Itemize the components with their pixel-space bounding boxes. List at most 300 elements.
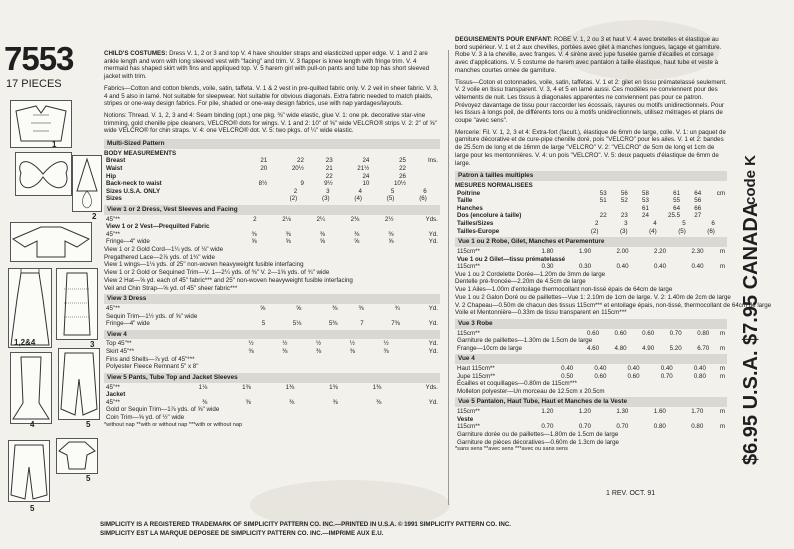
view-caption: 1 [52,140,57,149]
table-cell: 4 [653,220,657,228]
table-row [455,373,727,381]
table-cell [429,195,440,203]
view-header: View 1 or 2 Dress, Vest Sleeves and Facing [104,205,440,215]
table-row [455,220,727,228]
table-row [104,384,440,392]
body-measurements-header: BODY MEASUREMENTS [104,149,177,157]
table-cell: ⅜ [282,348,288,356]
table-cell: 21 [325,165,333,173]
table-cell: 22 [297,157,304,165]
row-label: Haut 115cm** [457,365,495,373]
table-cell: 0.60 [627,372,640,380]
table-row [455,388,727,396]
table-row [104,305,440,313]
table-cell: 6.70 [697,344,710,352]
row-label: Tailles-Europe [457,227,500,235]
table-cell: ⅜ [248,348,254,356]
table-cell: (3) [322,195,330,203]
table-cell: Yd. [428,305,438,312]
row-label: Sizes U.S.A. ONLY [106,187,161,195]
table-cell: 20 [260,165,268,173]
table-cell: Ins. [428,157,438,165]
table-cell: 1.80 [541,247,554,255]
table-row [104,238,440,246]
row-label: Gold or Sequin Trim—1⅞ yds. of ⅝" wide [106,406,220,414]
row-label: 45"** [106,398,120,406]
table-row [455,365,727,373]
table-cell: 25 [399,157,406,165]
table-cell: 0.40 [627,365,640,373]
table-row [455,228,727,236]
table-cell: 0.60 [642,329,655,337]
nap-note: *sans sens **avec sens ***avec ou sans sens [455,446,568,453]
row-label: Tailles/Sizes [457,220,494,228]
table-cell [717,228,727,236]
table-cell: ½ [315,340,322,348]
table-row [104,165,440,173]
table-cell: 0.30 [541,263,554,271]
table-cell: 0.40 [660,365,673,373]
table-row [104,231,440,239]
row-label: Waist [106,165,123,173]
yardage-table [455,248,727,271]
table-cell: 27 [694,212,702,220]
table-row [104,223,440,231]
pants-sketch [8,440,50,502]
table-cell: ⅝ [285,238,291,246]
table-row [104,363,440,371]
table-cell: ¾ [394,305,400,312]
gown-sketch [8,268,52,348]
table-cell: m [719,329,725,337]
yardage-table [455,365,727,395]
table-cell: 0.80 [653,423,666,431]
table-cell: 23 [620,212,628,220]
yardage-table [455,330,727,353]
multi-sized-header: Patron à tailles multiples [455,171,727,181]
table-cell: 0.40 [691,263,704,271]
table-cell: 8½ [258,180,268,188]
table-row [455,337,727,345]
table-cell: 5 [261,320,266,328]
table-cell: (5) [678,227,686,235]
row-label: Dos (encolure à taille) [457,212,522,220]
table-cell: Yd. [428,230,438,238]
table-cell: 1⅜ [285,383,295,391]
table-cell: 10½ [393,180,406,188]
table-cell: 1.90 [578,247,592,255]
table-row [455,431,727,439]
table-row [104,216,440,224]
table-cell [588,205,609,213]
body-measurements-header: MESURES NORMALISEES [455,181,533,189]
table-cell: 0.40 [693,365,706,373]
table-cell: ⅜ [354,230,360,238]
view-caption: 2 [92,212,97,221]
body-measurements-table [104,157,440,187]
table-cell: 1.20 [578,408,591,416]
table-cell: 0.60 [614,329,627,337]
piece-count: 17 PIECES [6,78,62,90]
table-cell: 9 [300,180,304,188]
table-cell [609,205,630,213]
mermaid-skirt-sketch [10,352,52,424]
table-cell: 0.60 [594,372,607,380]
view-header: Vue 3 Robe [455,319,727,329]
table-row [455,205,727,213]
table-cell: 20½ [291,165,304,173]
table-cell: 7 [360,320,364,328]
table-cell: ⅝ [251,238,257,246]
table-cell: 2 [293,187,298,195]
table-cell [703,197,727,205]
table-cell: 9½ [324,180,333,188]
table-cell: 0.40 [654,263,667,271]
table-cell: 61 [673,189,681,197]
table-cell: ½ [282,340,288,348]
nap-note: *without nap **with or without nap ***with or without nap [104,421,243,428]
table-cell: 25.5 [668,212,681,220]
table-cell: 56 [694,197,702,205]
row-label: Fringe—4" wide [106,320,150,328]
table-cell: (2) [590,227,599,235]
fabrics-text: Tissus—Coton et cotonnades, voile, satin, taffetas. V. 1 et 2: gilet en tissu prématelassé seulement. V. 2 voile en tissu transparent. V. 3, 4 et 5 en lamé aussi. Ces modèles ne conviennent pour des vêtements de nuit. Les tissus à diagonales apparentes ne conviennent pas pour ce patron. Prévoyez davantage de tissu pour raccorder les écossais, rayures ou motifs unidirectionnels. Pour les tissus à longs poil, de différents tons ou à motifs unidirectionnels, utilisez métrages et plans de coupe "avec sens". [455,78,727,125]
note-line: Dentelle pré-froncée—2.20m de 4.5cm de large [455,278,586,286]
pattern-number: 7553 [4,40,74,77]
table-cell: ⅜ [383,348,389,356]
table-cell: Yd. [428,398,438,406]
table-row [104,399,440,407]
flapper-dress-sketch [56,268,98,340]
trademark-footer [100,520,520,538]
table-row [455,408,727,416]
table-cell: ⅜ [245,398,251,406]
table-cell: 0.80 [691,423,704,431]
table-cell: 2¼ [316,215,326,223]
row-label: Frange—10cm de large [457,344,523,352]
table-cell: 22 [599,212,607,220]
note-line: Veil and Chin Strap—⅝ yd. of 45" sheer fabric*** [104,284,238,292]
table-cell: ⅜ [376,398,382,406]
table-cell: 21½ [357,165,370,173]
row-label: Fins and Shells—⅞ yd. of 45"*** [106,355,195,363]
table-cell: 58 [642,189,649,197]
table-cell: 1.30 [616,408,629,416]
table-cell: 2⅜ [350,215,360,223]
table-row [104,320,440,328]
table-cell: ½ [248,340,254,348]
view-header: Vue 5 Pantalon, Haut Tube, Haut et Manches de la Veste [455,397,727,407]
table-cell: 2 [253,215,257,223]
note-line: View 2 Hat—⅝ yd. each of 45" fabric*** and 25" non-woven heavyweight fusible interfacing [104,276,353,284]
table-cell: 5 [682,220,686,228]
row-label: Sequin Trim—1½ yds. of ⅝" wide [106,312,198,320]
row-label: 115cm** [457,263,480,271]
table-cell: 0.30 [578,263,592,271]
table-cell: ⅜ [319,230,326,238]
table-cell: Yd. [428,320,438,328]
fabrics-text: Fabrics—Cotton and cotton blends, voile, satin, taffeta. V. 1 & 2 vest in pre-quilted fabric only. V. 2 veil in sheer fabric. V. 3, 4 and 5 also in lamé. Not suitable for sleepwear. Not suitable for obvious diagonals. Extra fabric needed to match plaids, stripes or one-way design fabrics. For pile, shaded or one-way design fabrics, use with nap yardages/layouts. [104,84,439,108]
sizes-table [455,220,727,235]
table-cell: ⅜ [388,230,394,238]
table-cell: 52 [620,197,628,205]
table-cell: (4) [354,195,362,203]
table-cell: 1⅛ [198,383,208,391]
table-cell: 26 [399,172,406,180]
table-cell: Yd. [428,340,438,348]
table-cell: 61 [642,204,649,212]
table-row [455,190,727,198]
notions-text: Mercerie: Fil. V. 1, 2, 3 et 4: Extra-fort (facult.), élastique de 6mm de large, colle. V. 1: un paquet de garniture décorative et de cure-pipe chenille doré, pois "VELCRO" pour les ailes. V. 1 et 2: bandes de 25.5cm de long et de 16mm de large "VELCRO" V. 2: "VELCRO" de 5cm de long et 1cm de large pour les mentonnières. V. 4: un pois "VELCRO". V. 5: deux paquets d'élastique de 6mm de large. [455,128,726,167]
row-label: View 1 or 2 Vest—Prequilted Fabric [106,223,210,231]
table-row [455,423,727,431]
row-label: 115cm** [457,247,480,255]
table-row [455,439,727,447]
table-cell: Yd. [428,348,438,356]
table-cell: 0.80 [697,329,710,337]
table-row [455,380,727,388]
note-line: Voile et Mentonnière—0.33m de tissu transparent en 115cm*** [455,309,627,317]
table-row [104,406,440,414]
view-header: View 4 [104,330,440,340]
table-cell: (3) [619,227,628,235]
body-measurements-table [455,190,727,220]
table-cell: ½ [349,340,355,348]
table-cell: 7⅜ [391,320,400,328]
table-cell: 0.50 [561,372,574,380]
table-cell: 0.70 [660,372,673,380]
table-cell [240,173,269,181]
view-header: View 3 Dress [104,294,440,304]
table-cell: ⅜ [332,398,338,406]
table-cell: 0.40 [594,365,607,373]
table-cell: 0.40 [616,263,629,271]
table-cell: m [719,263,725,271]
table-cell: 0.60 [587,329,600,337]
table-cell: 5⅜ [328,320,338,328]
table-row [455,330,727,338]
note-line: Vue 1 ou 2 Cordelette Dorée—1.20m de 3mm de large [455,270,606,278]
table-cell: 53 [599,189,607,197]
row-label: Coin Trim—⅝ yd. of ½" wide [106,413,185,421]
view-caption: 1,2&4 [14,338,36,347]
table-cell: 0.70 [578,423,591,431]
table-cell: 24 [362,157,370,165]
multi-sized-header: Multi-Sized Pattern [104,139,440,149]
table-cell: (4) [649,227,657,235]
note-line: View 1 or 2 Gold Cord—1¼ yds. of ⅛" wide [104,246,224,254]
column-divider [448,50,449,505]
row-label: Garniture dorée ou de paillettes—1.80m de 1.5cm de large [457,430,619,438]
table-cell: 2.00 [616,247,629,255]
wings-sketch [15,152,72,196]
description-text: ROBE V. 1, 2 ou 3 et haut V. 4 avec bretelles et élastique au bord supérieur. V. 1 et 2 aux chevilles, portées avec gilet à manches longues, laçage et garniture. Robe V. 3 à la cheville, avec franges. V. 4 sirène avec jupe fuselée garnie d'écailles et corsage avec d'applications. V. 5 costume de harem avec pantalon à taille élastique, haut tube et veste à manches courtes ornée de garniture. [455,36,722,74]
table-cell: 5⅛ [292,320,302,328]
table-cell: 1⅜ [329,383,338,391]
row-label: 45"** [106,383,120,391]
table-row [104,414,440,422]
view-caption: 4 [30,420,35,429]
price-usa: $6.95 U.S.A. [740,350,762,465]
table-cell: m [719,344,725,352]
table-row [104,157,440,165]
table-cell: 3 [326,187,330,195]
price-code: code K [742,154,759,205]
table-cell: Yds. [425,383,438,391]
bolero-sketch [56,438,98,474]
row-label: 45"** [106,305,120,312]
table-cell: m [719,408,725,416]
table-cell: 2⅛ [282,215,291,223]
view1-notes [455,270,772,317]
table-cell: 0.70 [616,423,629,431]
table-cell: m [719,365,725,373]
table-cell: 2½ [384,215,394,223]
table-cell: 0.70 [669,329,682,337]
row-label: 45"** [106,230,120,238]
table-row [455,197,727,205]
table-cell: ⅜ [315,348,322,356]
trademark-line: SIMPLICITY EST LA MARQUE DEPOSEE DE SIMPLICITY PATTERN CO. INC.—IMPRIME AUX E.U. [100,530,384,537]
table-cell: 1.70 [691,408,704,416]
table-cell: 6 [423,187,427,195]
view-caption: 5 [86,420,91,429]
table-cell: ⅜ [332,305,338,312]
table-row [455,345,727,353]
table-cell: 1⅜ [242,383,251,391]
table-cell: 22 [325,172,333,180]
table-row [104,195,440,203]
table-cell: m [719,423,725,431]
table-cell: 10 [362,180,370,188]
row-label: Breast [106,157,126,165]
table-cell: ⅜ [202,398,208,406]
table-row [104,180,440,188]
section-title: CHILD'S COSTUMES: [104,50,168,57]
table-cell [429,188,440,196]
table-cell: Yds. [425,215,438,223]
row-label: Jupe 115cm** [457,372,496,380]
table-row [104,348,440,356]
notions-text: Notions: Thread. V. 1, 2, 3 and 4: Seam binding (opt.) one pkg. ⅜" wide elastic, glue V. 1: one pk. decorative star-vine trimming, gold chenille pipe cleaners, VELCRO® dots for wings. V. 1 and 2: 10" of ⅝" wide VELCRO® strips V. 2: 2" of ⅝" wide VELCRO® for chin straps. V. 4: one VELCRO® dot. V. 5: two pkgs. of ¼" wide elastic. [104,111,437,135]
table-cell [408,180,440,188]
table-cell: 56 [620,189,628,197]
table-cell [269,173,306,181]
row-label: Veste [457,415,474,423]
view-caption: 5 [86,474,91,483]
yardage-table [455,408,727,446]
row-label: Skirt 45"** [106,348,134,356]
price-canada: $7.95 CANADA [740,202,762,345]
revision-date: 1 REV. OCT. 91 [606,490,656,497]
table-cell: 24 [642,212,649,220]
row-label: Top 45"** [106,340,132,348]
table-row [104,391,440,399]
table-cell: Yd. [428,238,438,246]
table-cell: 4.90 [642,344,655,352]
table-cell: 1⅜ [372,383,382,391]
table-row [104,340,440,348]
hat-sketch [72,155,102,212]
row-label: Back-neck to waist [106,180,162,188]
table-cell: 5.20 [669,344,682,352]
table-cell: 22 [399,165,406,173]
description-text: Dress V. 1, 2 or 3 and top V. 4 have shoulder straps and elasticized upper edge. V. 1 and 2 are ankle length and worn with long sleeved vest with "facing" and trim. V. 3 flapper is knee length with fringe trim. V. 4 mermaid has shaped skirt with fins and appliqued top. V. 5 harem girl with pull-on pants and tube top has short sleeved jacket with trim. [104,50,430,81]
view-header: Vue 4 [455,354,727,364]
table-cell: ⅜ [251,230,257,238]
table-cell [408,165,440,173]
table-cell: 2.30 [691,247,704,255]
row-label: Polyester Fleece Remnant 5" x 8" [106,363,199,371]
table-cell: 4.80 [614,344,627,352]
table-cell: 51 [599,197,607,205]
view1-notes [104,246,440,292]
table-cell: 0.80 [693,372,706,380]
table-cell: 21 [260,157,268,165]
table-cell: 1.20 [541,408,554,416]
row-label: Molleton polyester—Un morceau de 12.5cm x 20.5cm [457,387,605,395]
note-line: View 1 wings—1⅛ yds. of 25" non-woven heavyweight fusible interfacing [104,261,304,269]
row-label: Hip [106,172,116,180]
table-cell: ⅝ [354,238,360,246]
table-cell: (5) [386,195,395,203]
table-cell: 55 [673,197,681,205]
vest-sketch [10,100,72,148]
table-cell [703,212,727,220]
table-row [455,248,727,256]
row-label: 45"** [106,215,120,223]
table-cell: m [719,372,725,380]
table-cell: ⅝ [260,305,266,312]
table-row [104,356,440,364]
row-label: Vue 1 ou 2 Gilet—tissu prématelassé [457,255,566,263]
table-cell: 5 [390,187,395,195]
table-row [455,212,727,220]
trademark-line: SIMPLICITY IS A REGISTERED TRADEMARK OF SIMPLICITY PATTERN CO. INC.—PRINTED IN U.S.A. © 1991 SIMPLICITY PATTERN CO. INC. [100,521,512,528]
yardage-table [104,340,440,370]
yardage-table [104,305,440,328]
view-caption: 3 [90,340,95,349]
view-header: View 5 Pants, Tube Top and Jacket Sleeves [104,373,440,383]
table-cell: (6) [419,195,427,203]
table-cell: 4 [358,187,362,195]
harem-pants-sketch [58,348,100,420]
view-caption: 5 [30,504,35,513]
row-label: Garniture de paillettes—1.30m de 1.5cm de large [457,337,593,345]
table-cell: 3 [624,220,628,228]
note-line: Vue 1 ou 2 Galon Doré ou de paillettes—Vue 1: 2.10m de 1cm de large. V. 2: 1.40m de 2cm de large [455,293,731,301]
table-cell: ½ [383,340,389,348]
table-cell: ⅝ [296,305,302,312]
table-row [455,416,727,424]
english-column [104,50,440,429]
table-cell: ⅜ [349,348,355,356]
table-cell: 64 [673,204,681,212]
table-cell: m [719,247,725,255]
table-cell [717,220,727,228]
table-cell: ⅜ [358,305,364,312]
table-cell: (2) [289,195,298,203]
note-line: V. 2 Chapeau—0.50m de chacun des tissus 115cm*** et entoilage épais, non-tissé, thermocollant de 64cm de large [455,301,772,309]
table-cell [703,205,727,213]
row-label: 115cm** [457,408,480,416]
row-label: Jacket [106,391,126,399]
sizes-table [104,188,440,203]
table-row [104,188,440,196]
table-cell: 0.40 [561,365,574,373]
note-line: Pregathered Lace—2⅞ yds. of 1¾" wide [104,253,215,261]
row-label: 115cm** [457,329,480,337]
